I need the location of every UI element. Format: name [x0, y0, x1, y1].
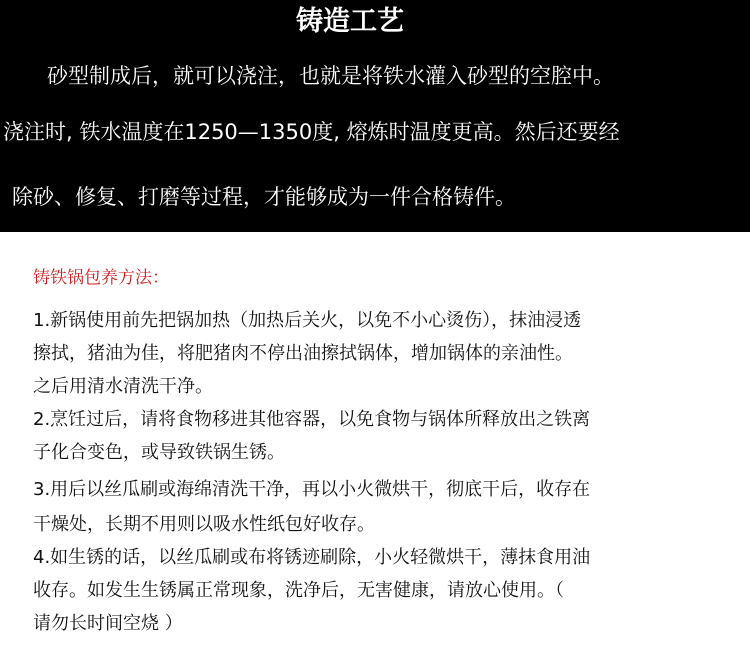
care-text-line: 子化合变色，或导致铁锅生锈。 — [33, 442, 285, 463]
care-text-line: 4.如生锈的话，以丝瓜刷或布将锈迹刷除，小火轻微烘干，薄抹食用油 — [33, 547, 591, 568]
casting-text-line: 浇注时, 铁水温度在1250—1350度, 熔炼时温度更高。然后还要经 — [3, 120, 620, 144]
care-instructions-section — [0, 232, 750, 653]
casting-text-line: 除砂、修复、打磨等过程，才能够成为一件合格铸件。 — [12, 185, 516, 209]
care-text-line: 收存。如发生生锈属正常现象，洗净后，无害健康，请放心使用。（ — [33, 580, 564, 601]
care-text-line: 1.新锅使用前先把锅加热（加热后关火，以免不小心烫伤），抹油浸透 — [33, 310, 582, 331]
casting-text-line: 砂型制成后，就可以浇注，也就是将铁水灌入砂型的空腔中。 — [47, 64, 614, 88]
casting-title: 铸造工艺 — [296, 6, 404, 37]
care-text-line: 3.用后以丝瓜刷或海绵清洗干净，再以小火微烘干，彻底干后，收存在 — [33, 479, 591, 500]
care-text-line: 擦拭，猪油为佳，将肥猪肉不停出油擦拭锅体，增加锅体的亲油性。 — [33, 343, 573, 364]
care-heading: 铸铁锅包养方法： — [33, 268, 169, 288]
care-text-line: 之后用清水清洗干净。 — [33, 376, 213, 397]
care-text-line: 干燥处，长期不用则以吸水性纸包好收存。 — [33, 514, 375, 535]
care-text-line: 2.烹饪过后，请将食物移进其他容器，以免食物与锅体所释放出之铁离 — [33, 409, 591, 430]
care-text-line: 请勿长时间空烧 ） — [33, 613, 183, 634]
casting-process-banner — [0, 0, 750, 232]
